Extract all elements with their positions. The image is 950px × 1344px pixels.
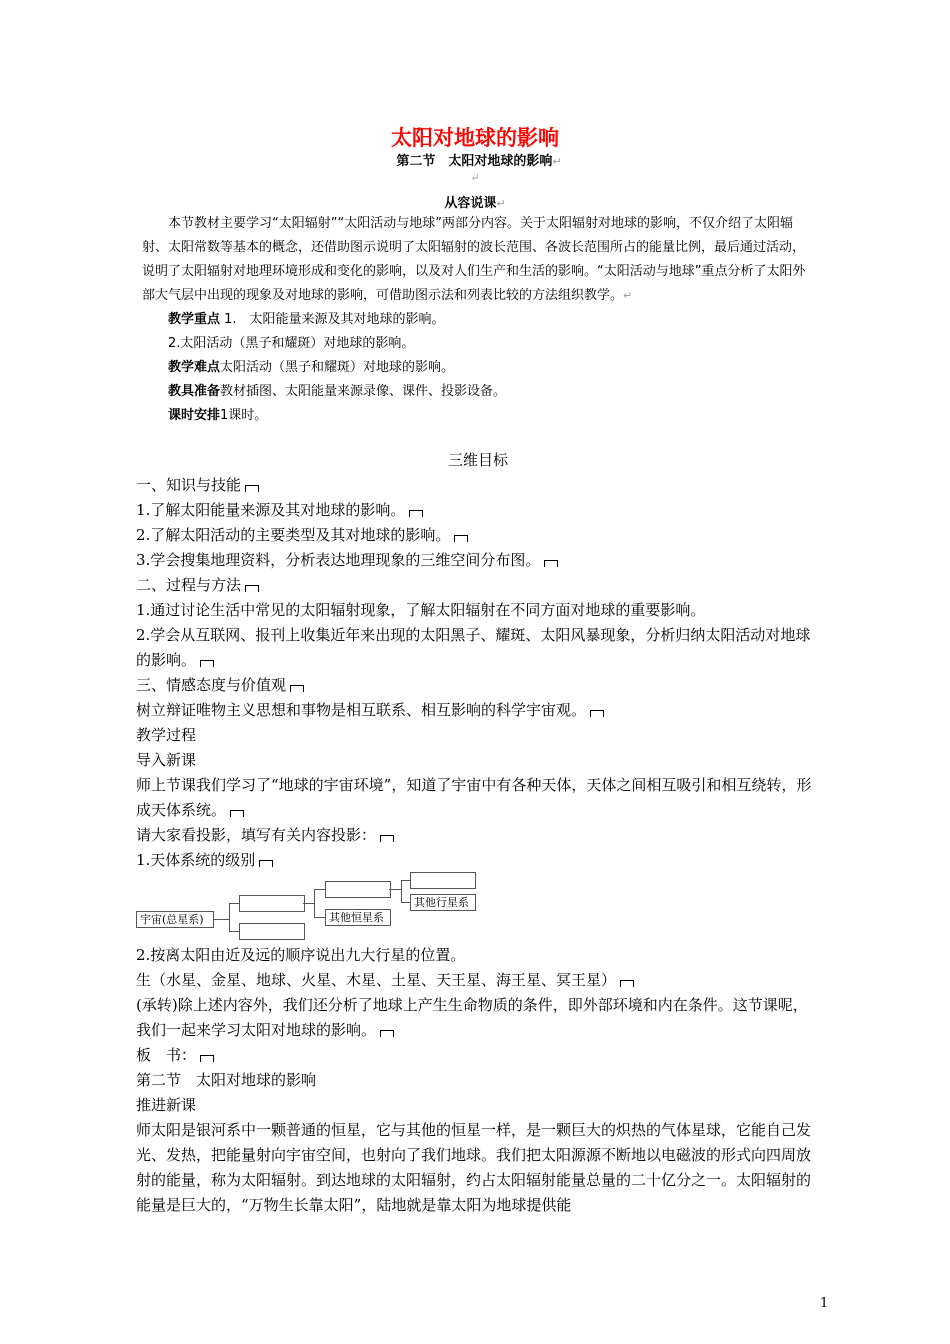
teacher-paragraph-3: 师太阳是银河系中一颗普通的恒星，它与其他的恒星一样，是一颗巨大的炽热的气体星球，它能自己发光、发热，把能量射向宇宙空间，也射向了我们地球。我们把太阳源源不断地以电磁波的形式向四周放射的能量，称为太阳辐射。到达地球的太阳辐射，约占太阳辐射能量总量的二十亿分之一。太阳辐射的能量是巨大的，“万物生长靠太阳”，陆地就是靠太阳为地球提供能 xyxy=(136,1121,812,1214)
key-point-1 xyxy=(142,308,814,332)
tools-label: 教具准备 xyxy=(168,384,221,399)
return-mark: ↵ xyxy=(496,197,506,210)
intro-new-heading: 导入新课 xyxy=(136,751,197,769)
key-label: 教学重点 xyxy=(168,312,221,327)
celestial-system-diagram xyxy=(136,875,820,939)
paragraph-text: 请大家看投影，填写有关内容投影： xyxy=(136,826,377,844)
return-icon xyxy=(409,510,423,517)
paragraph-text: 师上节课我们学习了“地球的宇宙环境”，知道了宇宙中有各种天体，天体之间相互吸引和相互绕转，形成天体系统。 xyxy=(136,776,812,819)
student-answer xyxy=(136,968,820,993)
return-icon xyxy=(380,835,394,842)
congrong-heading xyxy=(0,192,950,211)
goals-heading: 三维目标 xyxy=(447,451,508,469)
return-icon xyxy=(245,585,259,592)
diagram-connector xyxy=(389,889,401,890)
diagram-blank-box xyxy=(239,895,305,912)
return-icon xyxy=(200,1055,214,1062)
planets-question: 2.按离太阳由近及远的顺序说出九大行星的位置。 xyxy=(136,946,466,964)
return-icon xyxy=(380,1030,394,1037)
goal-3-title xyxy=(136,673,820,698)
intro-text: 本节教材主要学习“太阳辐射”“太阳活动与地球”两部分内容。关于太阳辐射对地球的影响，不仅介绍了太阳辐射、太阳常数等基本的概念，还借助图示说明了太阳辐射的波长范围、各波长范围所占的能量比例，最后通过活动，说明了太阳辐射对地理环境形成和变化的影响，以及对人们生产和生活的影响。“太阳活动与地球”重点分析了太阳外部大气层中出现的现象及对地球的影响，可借助图示法和列表比较的方法组织教学。 xyxy=(142,216,806,303)
document-body xyxy=(136,448,820,1218)
goal-text: 树立辩证唯物主义思想和事物是相互联系、相互影响的科学宇宙观。 xyxy=(136,701,587,719)
return-mark: ↵ xyxy=(470,171,480,184)
return-icon xyxy=(200,660,214,667)
diagram-root-box: 宇宙(总星系) xyxy=(136,911,214,928)
diagram-connector xyxy=(401,880,402,902)
diagram-connector xyxy=(401,880,410,881)
diagram-connector xyxy=(303,903,314,904)
page-number: 1 xyxy=(820,1296,829,1311)
scanned-intro xyxy=(142,212,814,428)
return-icon xyxy=(259,860,273,867)
difficulty-text: 太阳活动（黑子和耀斑）对地球的影响。 xyxy=(220,360,455,375)
return-mark: ↵ xyxy=(623,289,633,302)
goal-1-title-text: 一、知识与技能 xyxy=(136,476,242,494)
document-title: 太阳对地球的影响 xyxy=(391,126,559,150)
diagram-connector xyxy=(314,889,315,917)
diagram-other-planet-box: 其他行星系 xyxy=(410,894,476,911)
diagram-blank-box xyxy=(410,872,476,889)
goal-1-item-3 xyxy=(136,548,820,573)
diagram-connector xyxy=(314,917,325,918)
goal-2-item-2 xyxy=(136,623,820,673)
paragraph-text: 1.天体系统的级别 xyxy=(136,851,256,869)
goal-text: 3.学会搜集地理资料，分析表达地理现象的三维空间分布图。 xyxy=(136,551,541,569)
goal-text: 2.学会从互联网、报刊上收集近年来出现的太阳黑子、耀斑、太阳风暴现象，分析归纳太阳活动对地球的影响。 xyxy=(136,626,811,669)
tools xyxy=(142,380,814,404)
diagram-connector xyxy=(213,919,229,920)
advance-heading: 推进新课 xyxy=(136,1096,197,1114)
board-title: 第二节 太阳对地球的影响 xyxy=(136,1071,317,1089)
goal-1-item-2 xyxy=(136,523,820,548)
goal-2-item-1: 1.通过讨论生活中常见的太阳辐射现象，了解太阳辐射在不同方面对地球的重要影响。 xyxy=(136,601,706,619)
paragraph-text: 板 书： xyxy=(136,1046,197,1064)
difficulty-label: 教学难点 xyxy=(168,360,221,375)
goal-2-title-text: 二、过程与方法 xyxy=(136,576,242,594)
return-icon xyxy=(454,535,468,542)
subtitle-text: 第二节 太阳对地球的影响 xyxy=(396,154,553,169)
celestial-levels-label xyxy=(136,848,820,873)
goal-2-title xyxy=(136,573,820,598)
transition-paragraph xyxy=(136,993,820,1043)
paragraph-text: 生（水星、金星、地球、火星、木星、土星、天王星、海王星、冥王星） xyxy=(136,971,617,989)
hours xyxy=(142,404,814,428)
return-icon xyxy=(290,685,304,692)
section-subtitle xyxy=(0,150,950,169)
return-icon xyxy=(620,980,634,987)
paragraph-text: (承转)除上述内容外，我们还分析了地球上产生生命物质的条件，即外部环境和内在条件。这节课呢，我们一起来学习太阳对地球的影响。 xyxy=(136,996,808,1039)
tools-text: 教材插图、太阳能量来源录像、课件、投影设备。 xyxy=(220,384,507,399)
return-icon xyxy=(230,810,244,817)
intro-paragraph xyxy=(142,212,814,308)
key-text-2: 2.太阳活动（黑子和耀斑）对地球的影响。 xyxy=(168,336,415,351)
diagram-other-star-box: 其他恒星系 xyxy=(325,909,391,926)
goal-1-title xyxy=(136,473,820,498)
key-point-2 xyxy=(142,332,814,356)
diagram-blank-box xyxy=(239,923,305,940)
hours-text: 1课时。 xyxy=(220,408,268,423)
process-heading: 教学过程 xyxy=(136,726,197,744)
teacher-paragraph-1 xyxy=(136,773,820,823)
board-label xyxy=(136,1043,820,1068)
return-icon xyxy=(544,560,558,567)
diagram-connector xyxy=(401,902,410,903)
diagram-connector xyxy=(229,903,230,931)
goal-3-title-text: 三、情感态度与价值观 xyxy=(136,676,287,694)
return-icon xyxy=(245,485,259,492)
hours-label: 课时安排 xyxy=(168,408,221,423)
difficulty xyxy=(142,356,814,380)
goal-text: 1.了解太阳能量来源及其对地球的影响。 xyxy=(136,501,406,519)
congrong-text: 从容说课 xyxy=(444,196,497,211)
goal-text: 2.了解太阳活动的主要类型及其对地球的影响。 xyxy=(136,526,451,544)
diagram-connector xyxy=(314,889,325,890)
goal-1-item-1 xyxy=(136,498,820,523)
key-text-1: 1. 太阳能量来源及其对地球的影响。 xyxy=(224,312,445,327)
diagram-connector xyxy=(229,903,239,904)
return-mark: ↵ xyxy=(552,155,562,168)
goal-3-item-1 xyxy=(136,698,820,723)
teacher-paragraph-2 xyxy=(136,823,820,848)
diagram-connector xyxy=(229,931,239,932)
diagram-blank-box xyxy=(325,881,391,898)
return-icon xyxy=(590,710,604,717)
